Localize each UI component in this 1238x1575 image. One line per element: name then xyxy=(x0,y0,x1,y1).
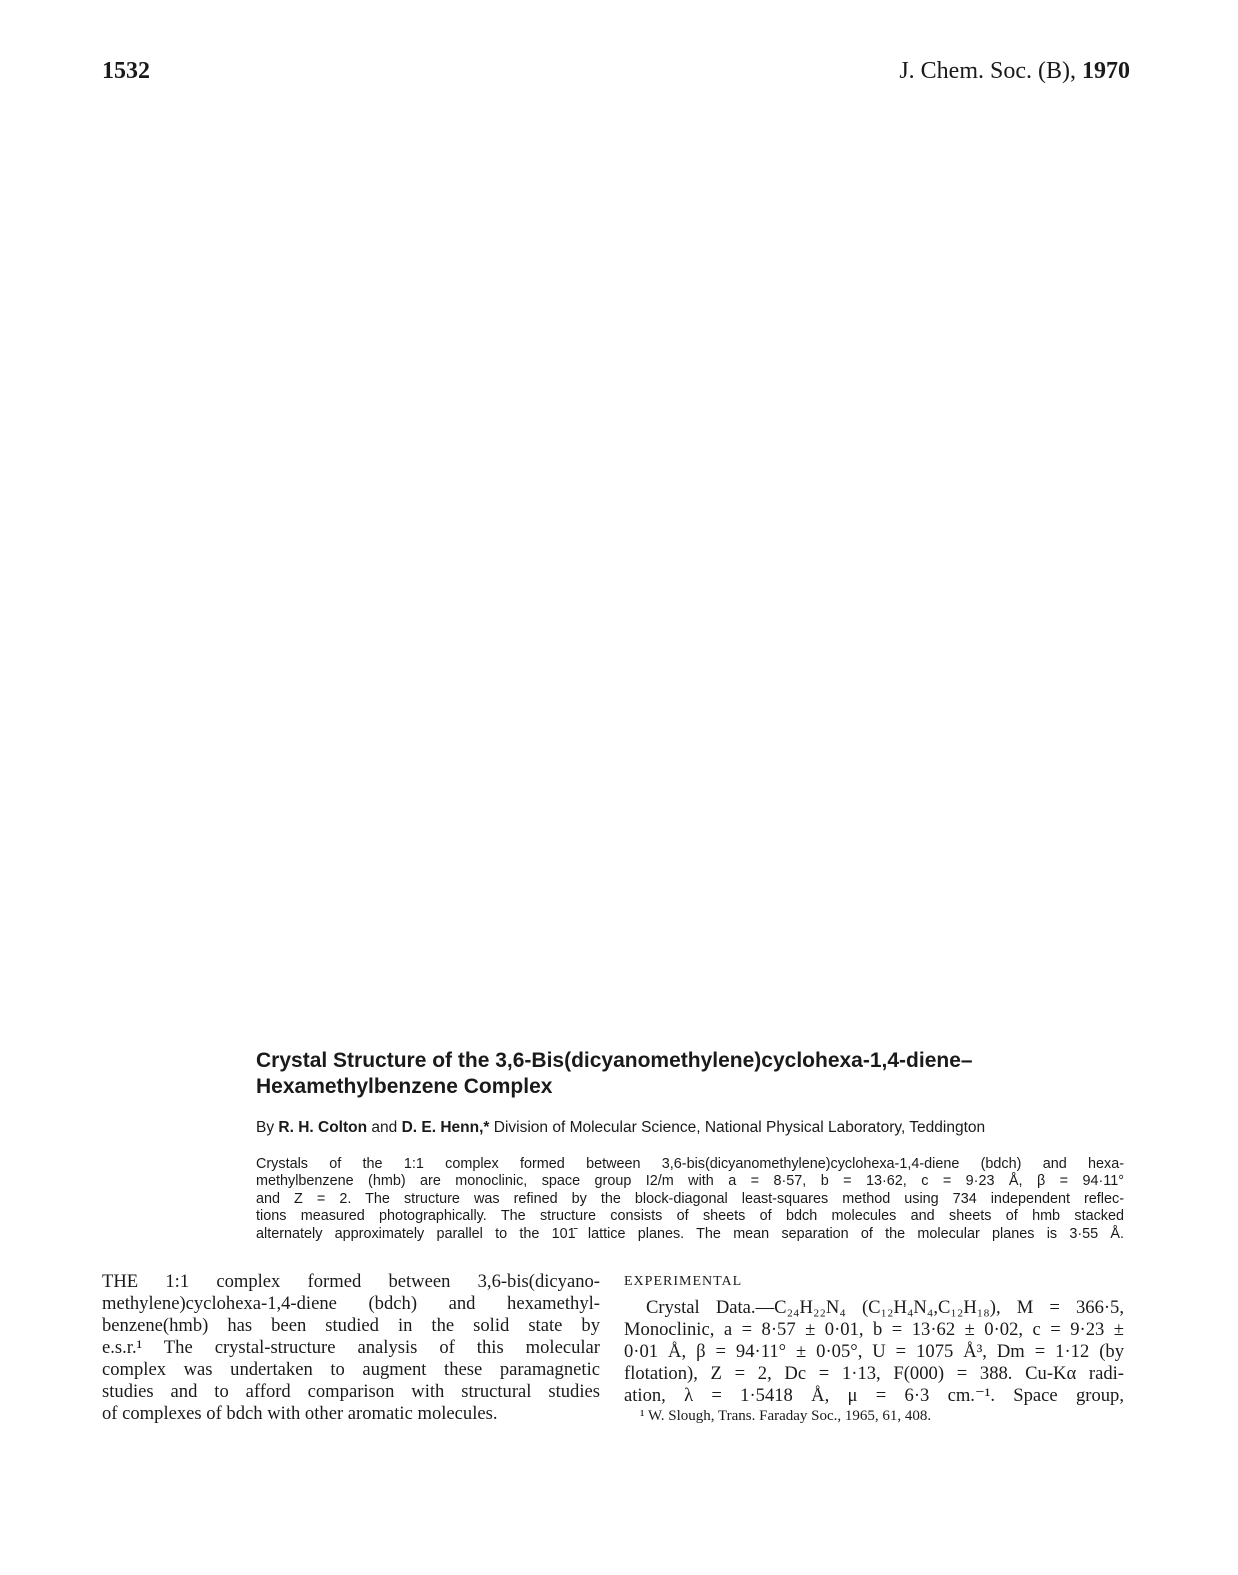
intro-line: e.s.r.¹ The crystal-structure analysis of this molecular xyxy=(102,1337,600,1358)
crystal-data-line: 0·01 Å, β = 94·11° ± 0·05°, U = 1075 Å³, Dm = 1·12 (by xyxy=(624,1341,1124,1362)
intro-line: complex was undertaken to augment these paramagnetic xyxy=(102,1359,600,1380)
intro-line: studies and to afford comparison with structural studies xyxy=(102,1381,600,1402)
crystal-data-line: ation, λ = 1·5418 Å, μ = 6·3 cm.⁻¹. Space group, xyxy=(624,1385,1124,1406)
affiliation: Division of Molecular Science, National Physical Laboratory, Teddington xyxy=(493,1119,986,1136)
intro-line: methylene)cyclohexa-1,4-diene (bdch) and hexamethyl- xyxy=(102,1293,600,1314)
abstract-line: tions measured photographically. The structure consists of sheets of bdch molecules and sheets of hmb stacked xyxy=(256,1208,1124,1225)
byline-by: By xyxy=(256,1119,275,1136)
abstract-line: methylbenzene (hmb) are monoclinic, space group I2/m with a = 8·57, b = 13·62, c = 9·23 Å, β = 94·11° xyxy=(256,1173,1124,1190)
crystal-data-line: Crystal Data.—C₂₄H₂₂N₄ (C₁₂H₄N₄,C₁₂H₁₈), M = 366·5, xyxy=(646,1297,1124,1318)
journal-year: 1970 xyxy=(1082,58,1130,84)
journal-name: J. Chem. Soc. (B), xyxy=(899,58,1076,84)
crystal-data-line: Monoclinic, a = 8·57 ± 0·01, b = 13·62 ± 0·02, c = 9·23 ± xyxy=(624,1319,1124,1340)
title-line-1: Crystal Structure of the 3,6-Bis(dicyanomethylene)cyclohexa-1,4-diene– xyxy=(256,1049,973,1072)
author-colton: R. H. Colton xyxy=(278,1119,368,1136)
intro-line: of complexes of bdch with other aromatic molecules. xyxy=(102,1403,498,1424)
introduction-column xyxy=(102,1271,600,1425)
byline-and: and xyxy=(371,1119,398,1136)
abstract-line: alternately approximately parallel to the 101̄ lattice planes. The mean separation of the molecular planes is 3·55 Å. xyxy=(256,1225,1124,1242)
experimental-column xyxy=(624,1271,1124,1407)
intro-line: THE 1:1 complex formed between 3,6-bis(dicyano- xyxy=(102,1271,600,1292)
experimental-heading: EXPERIMENTAL xyxy=(624,1274,743,1289)
intro-line: benzene(hmb) has been studied in the solid state by xyxy=(102,1315,600,1336)
author-henn: D. E. Henn,* xyxy=(401,1119,490,1136)
footnote: ¹ W. Slough, Trans. Faraday Soc., 1965, 61, 408. xyxy=(640,1408,932,1424)
abstract-line: and Z = 2. The structure was refined by the block-diagonal least-squares method using 734 independent reflec- xyxy=(256,1190,1124,1207)
abstract-line: Crystals of the 1:1 complex formed between 3,6-bis(dicyanomethylene)cyclohexa-1,4-diene (bdch) and hexa- xyxy=(256,1156,1124,1172)
crystal-data-line: flotation), Z = 2, Dc = 1·13, F(000) = 388. Cu-Kα radi- xyxy=(624,1363,1124,1384)
running-head xyxy=(899,58,1130,85)
page-number: 1532 xyxy=(102,58,150,84)
title-line-2: Hexamethylbenzene Complex xyxy=(256,1075,553,1098)
byline xyxy=(256,1118,1136,1138)
article-title xyxy=(256,1048,1136,1100)
abstract xyxy=(256,1156,1124,1243)
